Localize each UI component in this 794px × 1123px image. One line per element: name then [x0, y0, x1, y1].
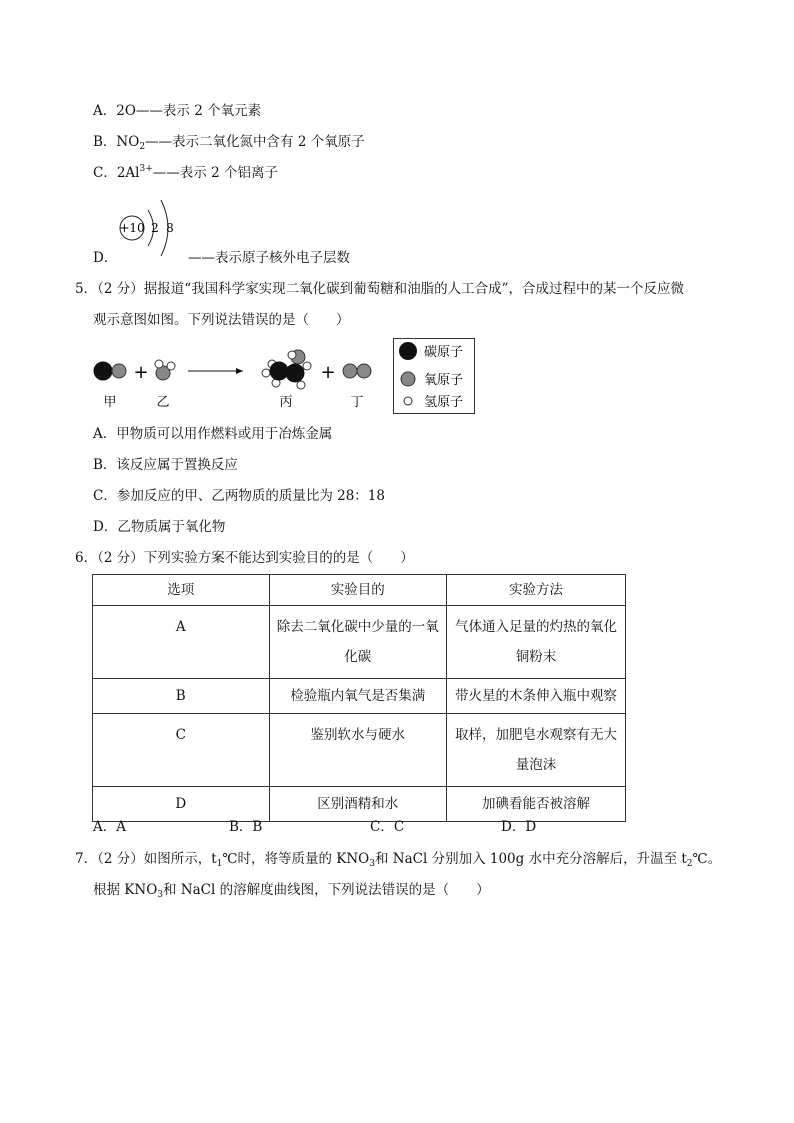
q5-option-a: A．甲物质可以用作燃料或用于冶炼金属 [93, 426, 333, 442]
header-goal: 实验目的 [269, 575, 446, 606]
legend-hydrogen-label: 氢原子 [424, 395, 464, 410]
table-row [93, 787, 626, 822]
molecule-bing-hydrogen-4 [288, 351, 296, 359]
molecule-bing-hydrogen-5 [303, 362, 311, 370]
q5-option-c: C．参加反应的甲、乙两物质的质量比为 28：18 [93, 488, 385, 504]
molecule-yi-hydrogen-1 [155, 360, 163, 368]
row-b-option: B [93, 679, 270, 714]
plus-sign-2: + [320, 362, 336, 383]
atom-structure-diagram [115, 192, 185, 260]
header-method: 实验方法 [446, 575, 625, 606]
label-ding: 丁 [350, 395, 364, 410]
q4-option-b: B．$NO_2——$表示二氧化氮中含有 2 个氧原子 [93, 134, 365, 152]
label-yi: 乙 [156, 395, 170, 410]
row-c-method: 取样，加肥皂水观察有无大 量泡沫 [446, 714, 625, 787]
reaction-arrow-head [236, 368, 243, 374]
table-header-row [93, 575, 626, 606]
q4-option-d-label: D． [93, 250, 118, 266]
shell-electrons-1: 2 [151, 221, 159, 235]
q6-answer-d: D．D [501, 819, 537, 835]
row-b-method: 带火星的木条伸入瓶中观察 [446, 679, 625, 714]
molecule-bing-carbon-1 [270, 362, 288, 380]
legend-oxygen-icon [401, 372, 415, 386]
q4-option-d-text: ——表示原子核外电子层数 [188, 250, 350, 266]
header-option: 选项 [93, 575, 270, 606]
row-d-method: 加碘看能否被溶解 [446, 787, 625, 822]
reaction-diagram [88, 340, 388, 412]
q7-stem-line1: 7．（2 分）如图所示，$t_1℃$时，将等质量的 $KNO_3$和 NaCl 分别加入 100g 水中充分溶解后，升温至 $t_2℃$。 [75, 851, 722, 869]
experiment-table [92, 574, 626, 822]
molecule-ding-oxygen-1 [343, 364, 357, 378]
row-d-goal: 区别酒精和水 [269, 787, 446, 822]
label-jia: 甲 [103, 395, 117, 410]
legend-oxygen-label: 氧原子 [424, 373, 464, 388]
q6-stem: 6．（2 分）下列实验方案不能达到实验目的的是（ ） [75, 550, 414, 566]
q6-answer-b: B．B [229, 819, 263, 835]
molecule-yi-hydrogen-2 [167, 362, 175, 370]
shell-electrons-2: 8 [166, 221, 174, 235]
row-b-goal: 检验瓶内氧气是否集满 [269, 679, 446, 714]
row-a-goal: 除去二氧化碳中少量的一氧 化碳 [269, 606, 446, 679]
q6-answer-c: C．C [370, 819, 405, 835]
legend-carbon-label: 碳原子 [424, 345, 464, 360]
row-a-option: A [93, 606, 270, 679]
q5-stem-line1: 5．（2 分）据报道“我国科学家实现二氧化碳到葡萄糖和油脂的人工合成”，合成过程中的某一个反应微 [75, 281, 685, 297]
molecule-bing-hydrogen-2 [262, 369, 270, 377]
q4-option-a: A．2O——表示 2 个氧元素 [93, 103, 262, 119]
q4-option-c: C．$2Al^{3+}——$表示 2 个铝离子 [93, 164, 278, 181]
table-row [93, 679, 626, 714]
q5-stem-line2: 观示意图如图。下列说法错误的是（ ） [93, 312, 350, 328]
legend-hydrogen-icon [404, 397, 412, 405]
legend-carbon-icon [399, 342, 417, 360]
row-a-method: 气体通入足量的灼热的氧化 铜粉末 [446, 606, 625, 679]
legend-svg [394, 339, 474, 413]
molecule-jia-carbon [94, 362, 112, 380]
row-c-goal: 鉴别软水与硬水 [269, 714, 446, 787]
molecule-jia-oxygen [112, 364, 126, 378]
row-c-option: C [93, 714, 270, 787]
molecule-ding-oxygen-2 [357, 364, 371, 378]
table-row [93, 606, 626, 679]
q6-answer-a: A．A [93, 819, 126, 835]
table-row [93, 714, 626, 787]
molecule-bing-carbon-2 [286, 364, 304, 382]
row-d-option: D [93, 787, 270, 822]
molecule-bing-hydrogen-6 [297, 381, 305, 389]
label-bing: 丙 [279, 395, 293, 410]
q5-option-b: B．该反应属于置换反应 [93, 457, 238, 473]
reaction-legend [393, 338, 475, 414]
q7-stem-line2: 根据 $KNO_3$和 NaCl 的溶解度曲线图，下列说法错误的是（ ） [93, 882, 490, 900]
nucleus-charge: +10 [119, 221, 145, 235]
plus-sign-1: + [133, 362, 149, 383]
q5-option-d: D．乙物质属于氧化物 [93, 519, 226, 535]
